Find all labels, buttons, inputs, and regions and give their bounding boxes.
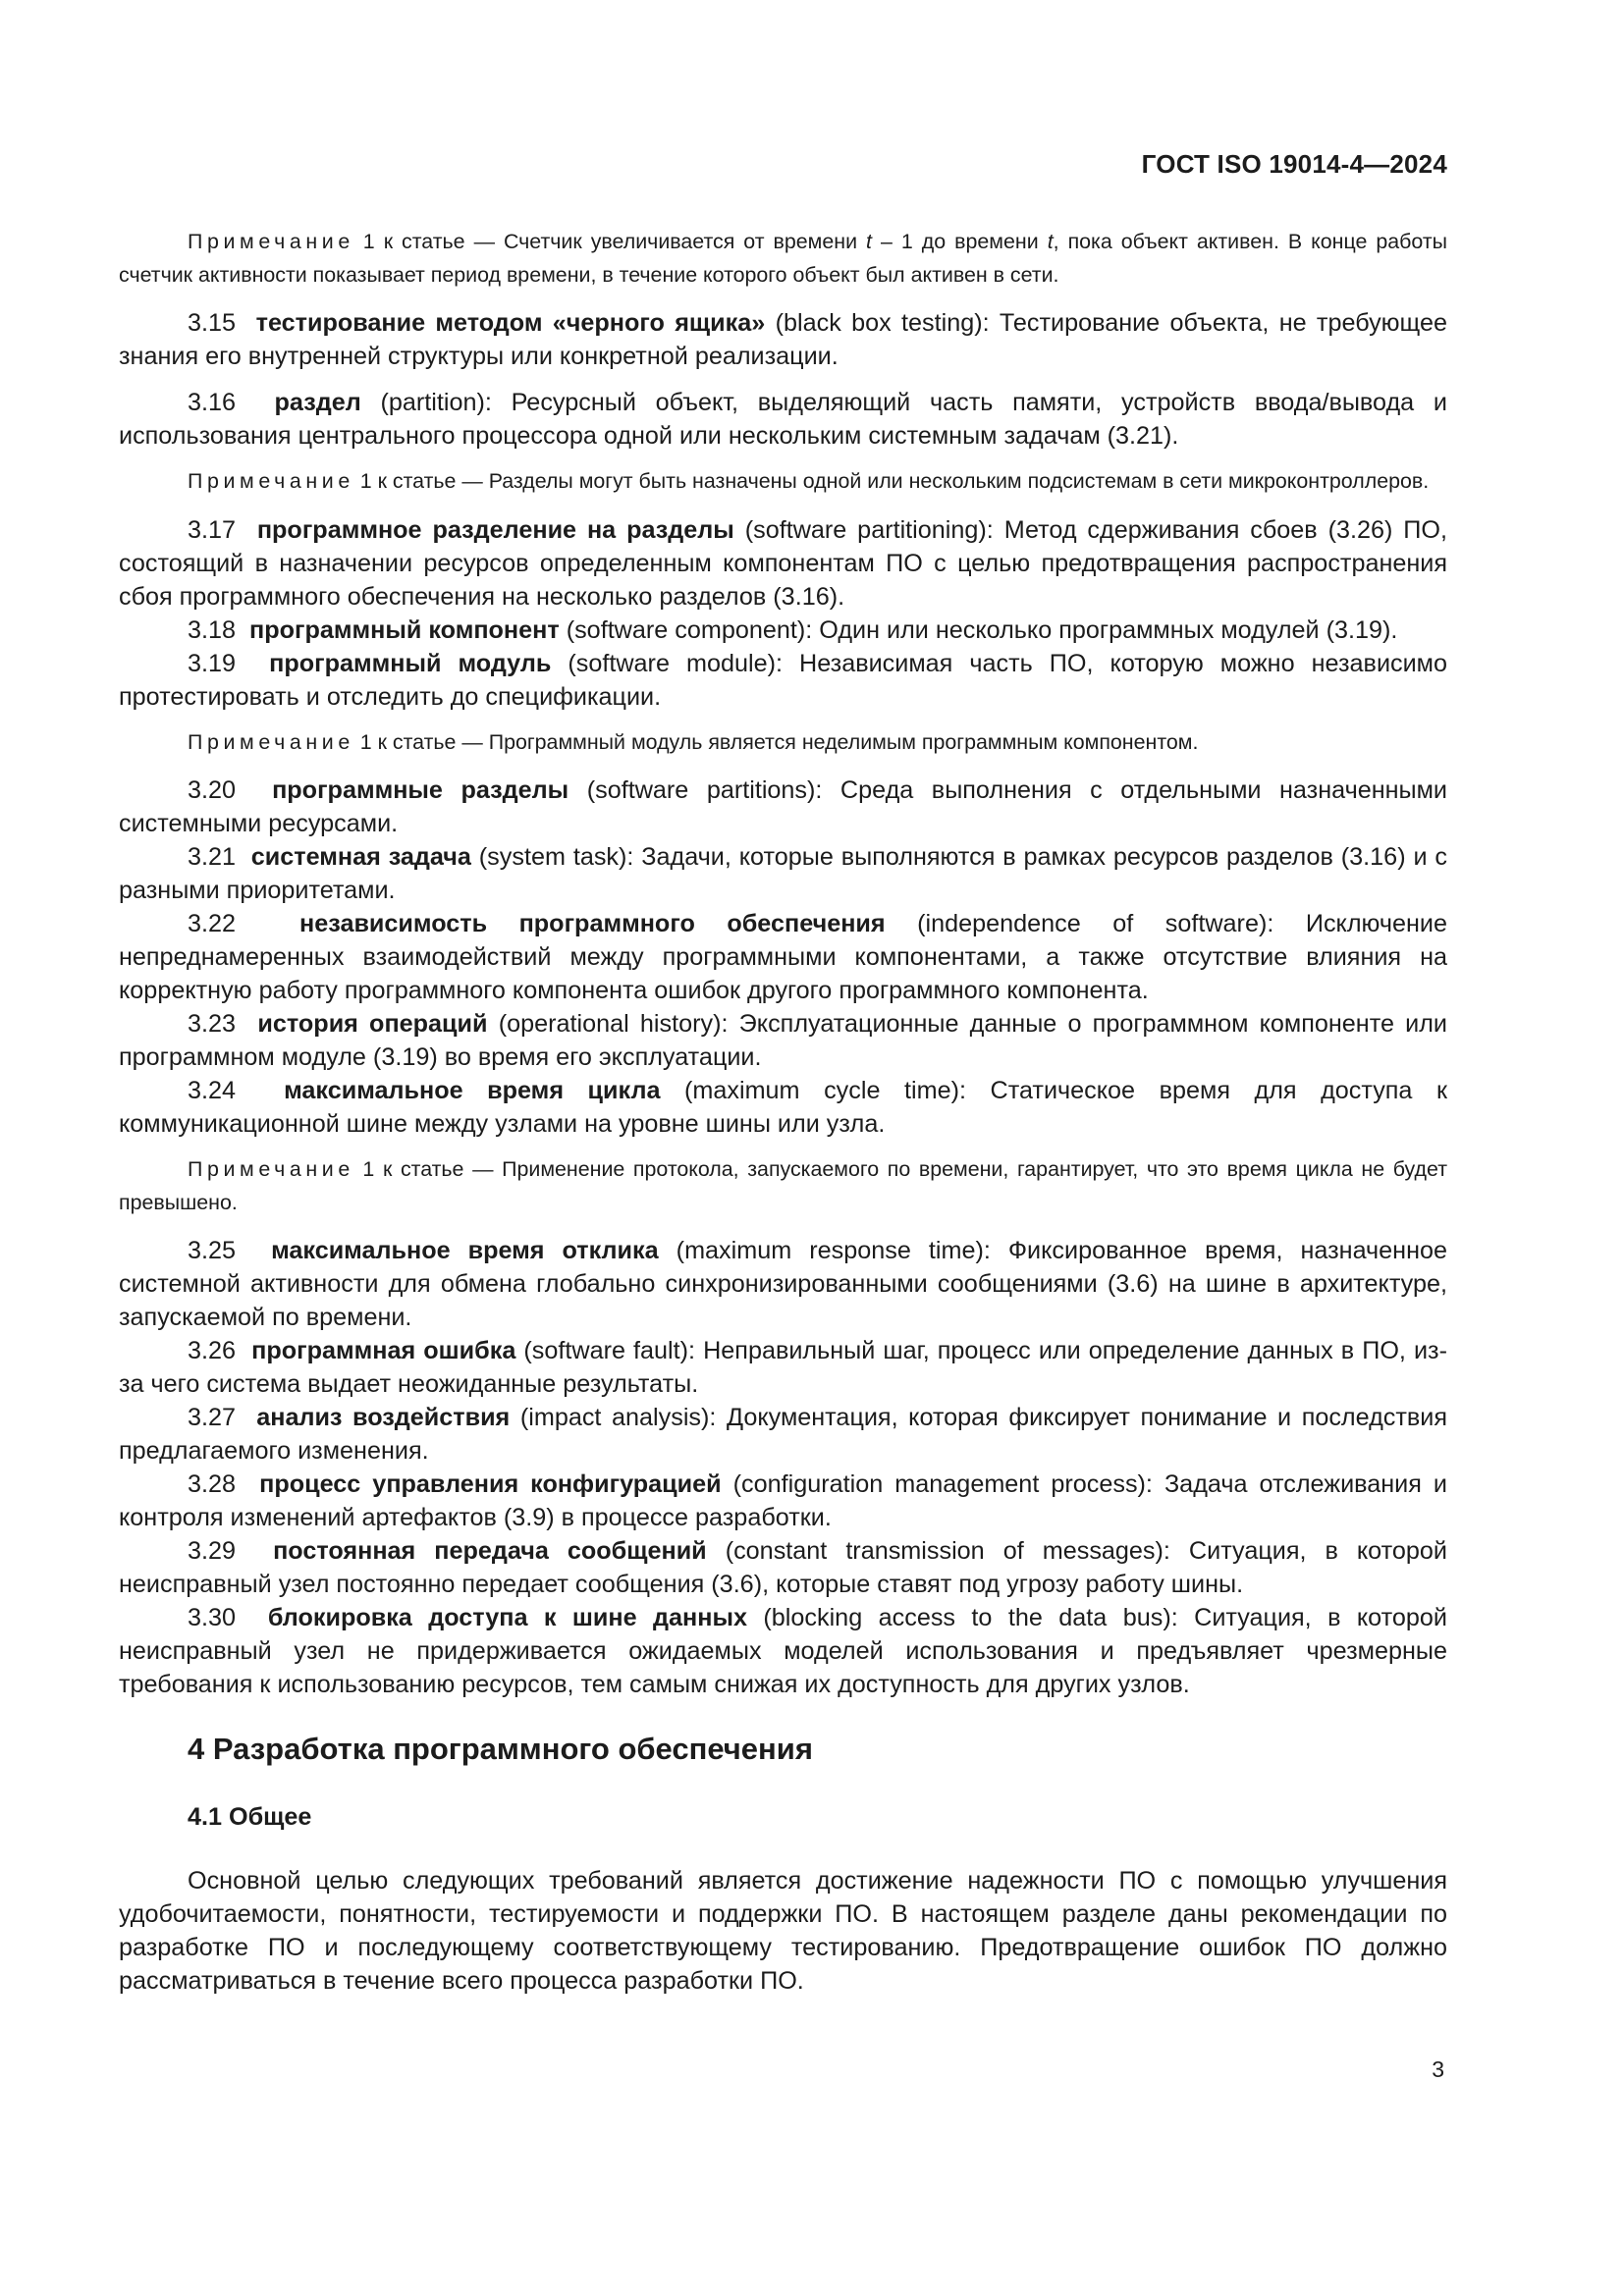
term-3-28: 3.28 процесс управления конфигурацией (configuration management process): Задача отслеживания и контроля изменений артефактов (3.9) в процессе разработки.: [119, 1470, 1447, 1531]
document-body: [119, 226, 1447, 1998]
term-3-18: 3.18 программный компонент (software component): Один или несколько программных модулей (3.19).: [188, 615, 1398, 644]
standard-code-header: ГОСТ ISO 19014-4—2024: [1141, 149, 1447, 179]
term-3-15: 3.15 тестирование методом «черного ящика» (black box testing): Тестирование объекта, не требующее знания его внутренней структуры или конкретной реализации.: [119, 309, 1448, 370]
term-3-16: 3.16 раздел (partition): Ресурсный объект, выделяющий часть памяти, устройств ввода/вывода и использования центрального процессора одной или нескольким системным задачам (3.21).: [119, 389, 1448, 450]
term-3-19: 3.19 программный модуль (software module): Независимая часть ПО, которую можно независимо протестировать и отследить до спецификации.: [119, 649, 1447, 711]
section-heading: 4 Разработка программного обеспечения: [188, 1732, 813, 1766]
term-title: раздел: [274, 389, 361, 416]
term-title: системная задача: [250, 843, 471, 871]
term-3-21: 3.21 системная задача (system task): Задачи, которые выполняются в рамках ресурсов разделов (3.16) и с разными приоритетами.: [119, 843, 1447, 904]
term-3-26: 3.26 программная ошибка (software fault): Неправильный шаг, процесс или определение данных в ПО, из-за чего система выдает неожиданные результаты.: [119, 1337, 1447, 1398]
note-software-module: Примечание 1 к статье — Программный модуль является неделимым программным компонентом.: [188, 729, 1199, 754]
term-title: независимость программного обеспечения: [299, 910, 886, 937]
term-title: блокировка доступа к шине данных: [267, 1604, 747, 1631]
term-title: программное разделение на разделы: [256, 515, 734, 544]
term-title: процесс управления конфигурацией: [259, 1470, 722, 1498]
term-3-20: 3.20 программные разделы (software partitions): Среда выполнения с отдельными назначенными системными ресурсами.: [119, 776, 1448, 837]
term-3-24: 3.24 максимальное время цикла (maximum cycle time): Статическое время для доступа к коммуникационной шине между узлами на уровне шины или узла.: [119, 1077, 1448, 1138]
note-label: Примечание: [188, 469, 354, 493]
note-cycle-time: Примечание 1 к статье — Применение протокола, запускаемого по времени, гарантирует, что это время цикла не будет превышено.: [119, 1157, 1447, 1214]
term-3-25: 3.25 максимальное время отклика (maximum response time): Фиксированное время, назначенное системной активности для обмена глобально синхронизированными сообщениями (3.6) на шине в архитектуре, запускаемой по времени.: [119, 1237, 1447, 1331]
term-title: анализ воздействия: [256, 1404, 511, 1431]
term-3-29: 3.29 постоянная передача сообщений (constant transmission of messages): Ситуация, в которой неисправный узел постоянно передает сообщения (3.6), которые ставят под угрозу работу шины.: [119, 1537, 1447, 1598]
page-number: 3: [1432, 2056, 1444, 2082]
note-label: Примечание: [188, 729, 354, 754]
note-partitions: Примечание 1 к статье — Разделы могут быть назначены одной или нескольким подсистемам в сети микроконтроллеров.: [188, 469, 1430, 493]
term-title: максимальное время отклика: [271, 1237, 659, 1264]
term-title: программные разделы: [272, 776, 569, 804]
term-3-27: 3.27 анализ воздействия (impact analysis): Документация, которая фиксирует понимание и последствия предлагаемого изменения.: [119, 1404, 1448, 1465]
note-counter: Примечание 1 к статье — Счетчик увеличивается от времени t – 1 до времени t, пока объект активен. В конце работы счетчик активности показывает период времени, в течение которого объект был активен в сети.: [119, 230, 1448, 287]
term-title: программный модуль: [269, 649, 552, 677]
term-3-23: 3.23 история операций (operational history): Эксплуатационные данные о программном компоненте или программном модуле (3.19) во время его эксплуатации.: [119, 1010, 1447, 1071]
term-3-30: 3.30 блокировка доступа к шине данных (blocking access to the data bus): Ситуация, в которой неисправный узел не придерживается ожидаемых моделей использования и предъявляет чрезмерные требования к использованию ресурсов, тем самым снижая их доступность для других узлов.: [119, 1604, 1447, 1698]
term-title: тестирование методом «черного ящика»: [255, 309, 766, 337]
term-title: максимальное время цикла: [284, 1077, 661, 1104]
subsection-heading: 4.1 Общее: [188, 1803, 312, 1831]
term-title: программный компонент: [249, 615, 560, 644]
section-paragraph: Основной целью следующих требований является достижение надежности ПО с помощью улучшения удобочитаемости, понятности, тестируемости и поддержки ПО. В настоящем разделе даны рекомендации по разработке ПО и последующему соответствующему тестированию. Предотвращение ошибок ПО должно рассматриваться в течение всего процесса разработки ПО.: [119, 1867, 1447, 1995]
term-title: постоянная передача сообщений: [273, 1537, 707, 1565]
note-label: Примечание: [188, 1157, 354, 1181]
term-title: история операций: [257, 1010, 488, 1038]
term-3-17: 3.17 программное разделение на разделы (software partitioning): Метод сдерживания сбоев (3.26) ПО, состоящий в назначении ресурсов определенным компонентам ПО с целью предотвращения распространения сбоя программного обеспечения на несколько разделов (3.16).: [119, 515, 1447, 611]
note-label: Примечание: [188, 230, 354, 253]
term-3-22: 3.22 независимость программного обеспечения (independence of software): Исключение непреднамеренных взаимодействий между программными компонентами, а также отсутствие влияния на корректную работу программного компонента ошибок другого программного компонента.: [119, 910, 1447, 1004]
term-title: программная ошибка: [251, 1337, 516, 1364]
